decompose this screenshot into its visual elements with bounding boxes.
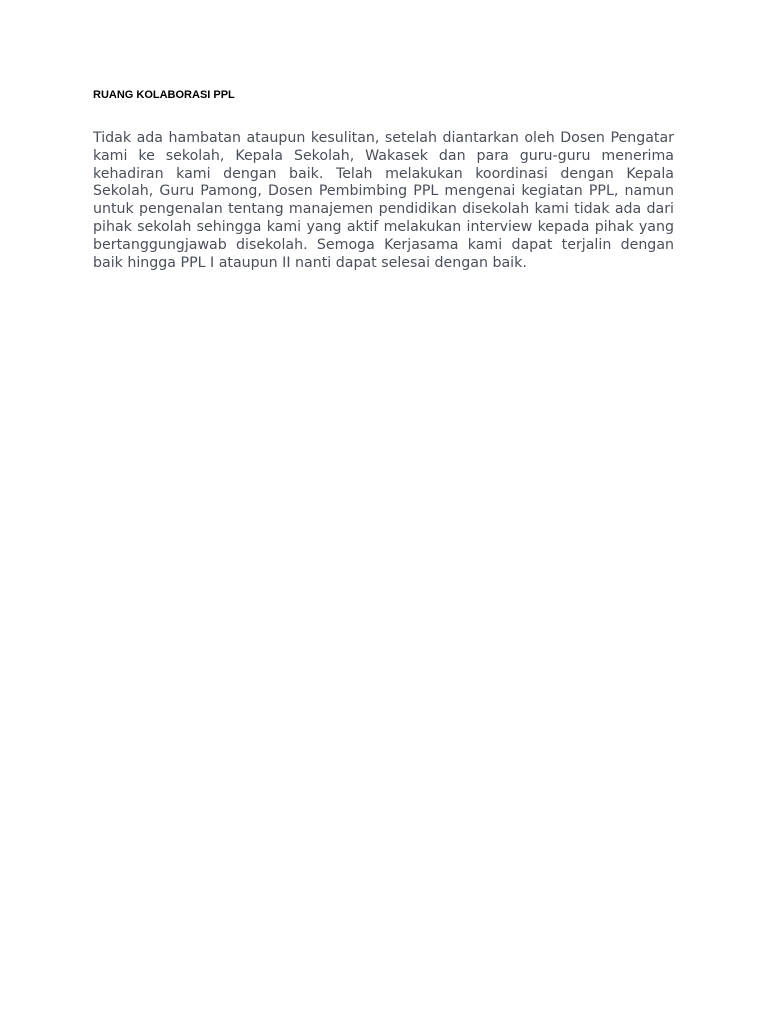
document-heading: RUANG KOLABORASI PPL bbox=[93, 89, 235, 101]
document-paragraph: Tidak ada hambatan ataupun kesulitan, setelah diantarkan oleh Dosen Pengatar kami ke sekolah, Kepala Sekolah, Wakasek dan para guru-guru menerima kehadiran kami dengan baik. Telah melakukan koordinasi dengan Kepala Sekolah, Guru Pamong, Dosen Pembimbing PPL mengenai kegiatan PPL, namun untuk pengenalan tentang manajemen pendidikan disekolah kami tidak ada dari pihak sekolah sehingga kami yang aktif melakukan interview kepada pihak yang bertanggungjawab disekolah. Semoga Kerjasama kami dapat terjalin dengan baik hingga PPL I ataupun II nanti dapat selesai dengan baik. bbox=[93, 130, 674, 271]
